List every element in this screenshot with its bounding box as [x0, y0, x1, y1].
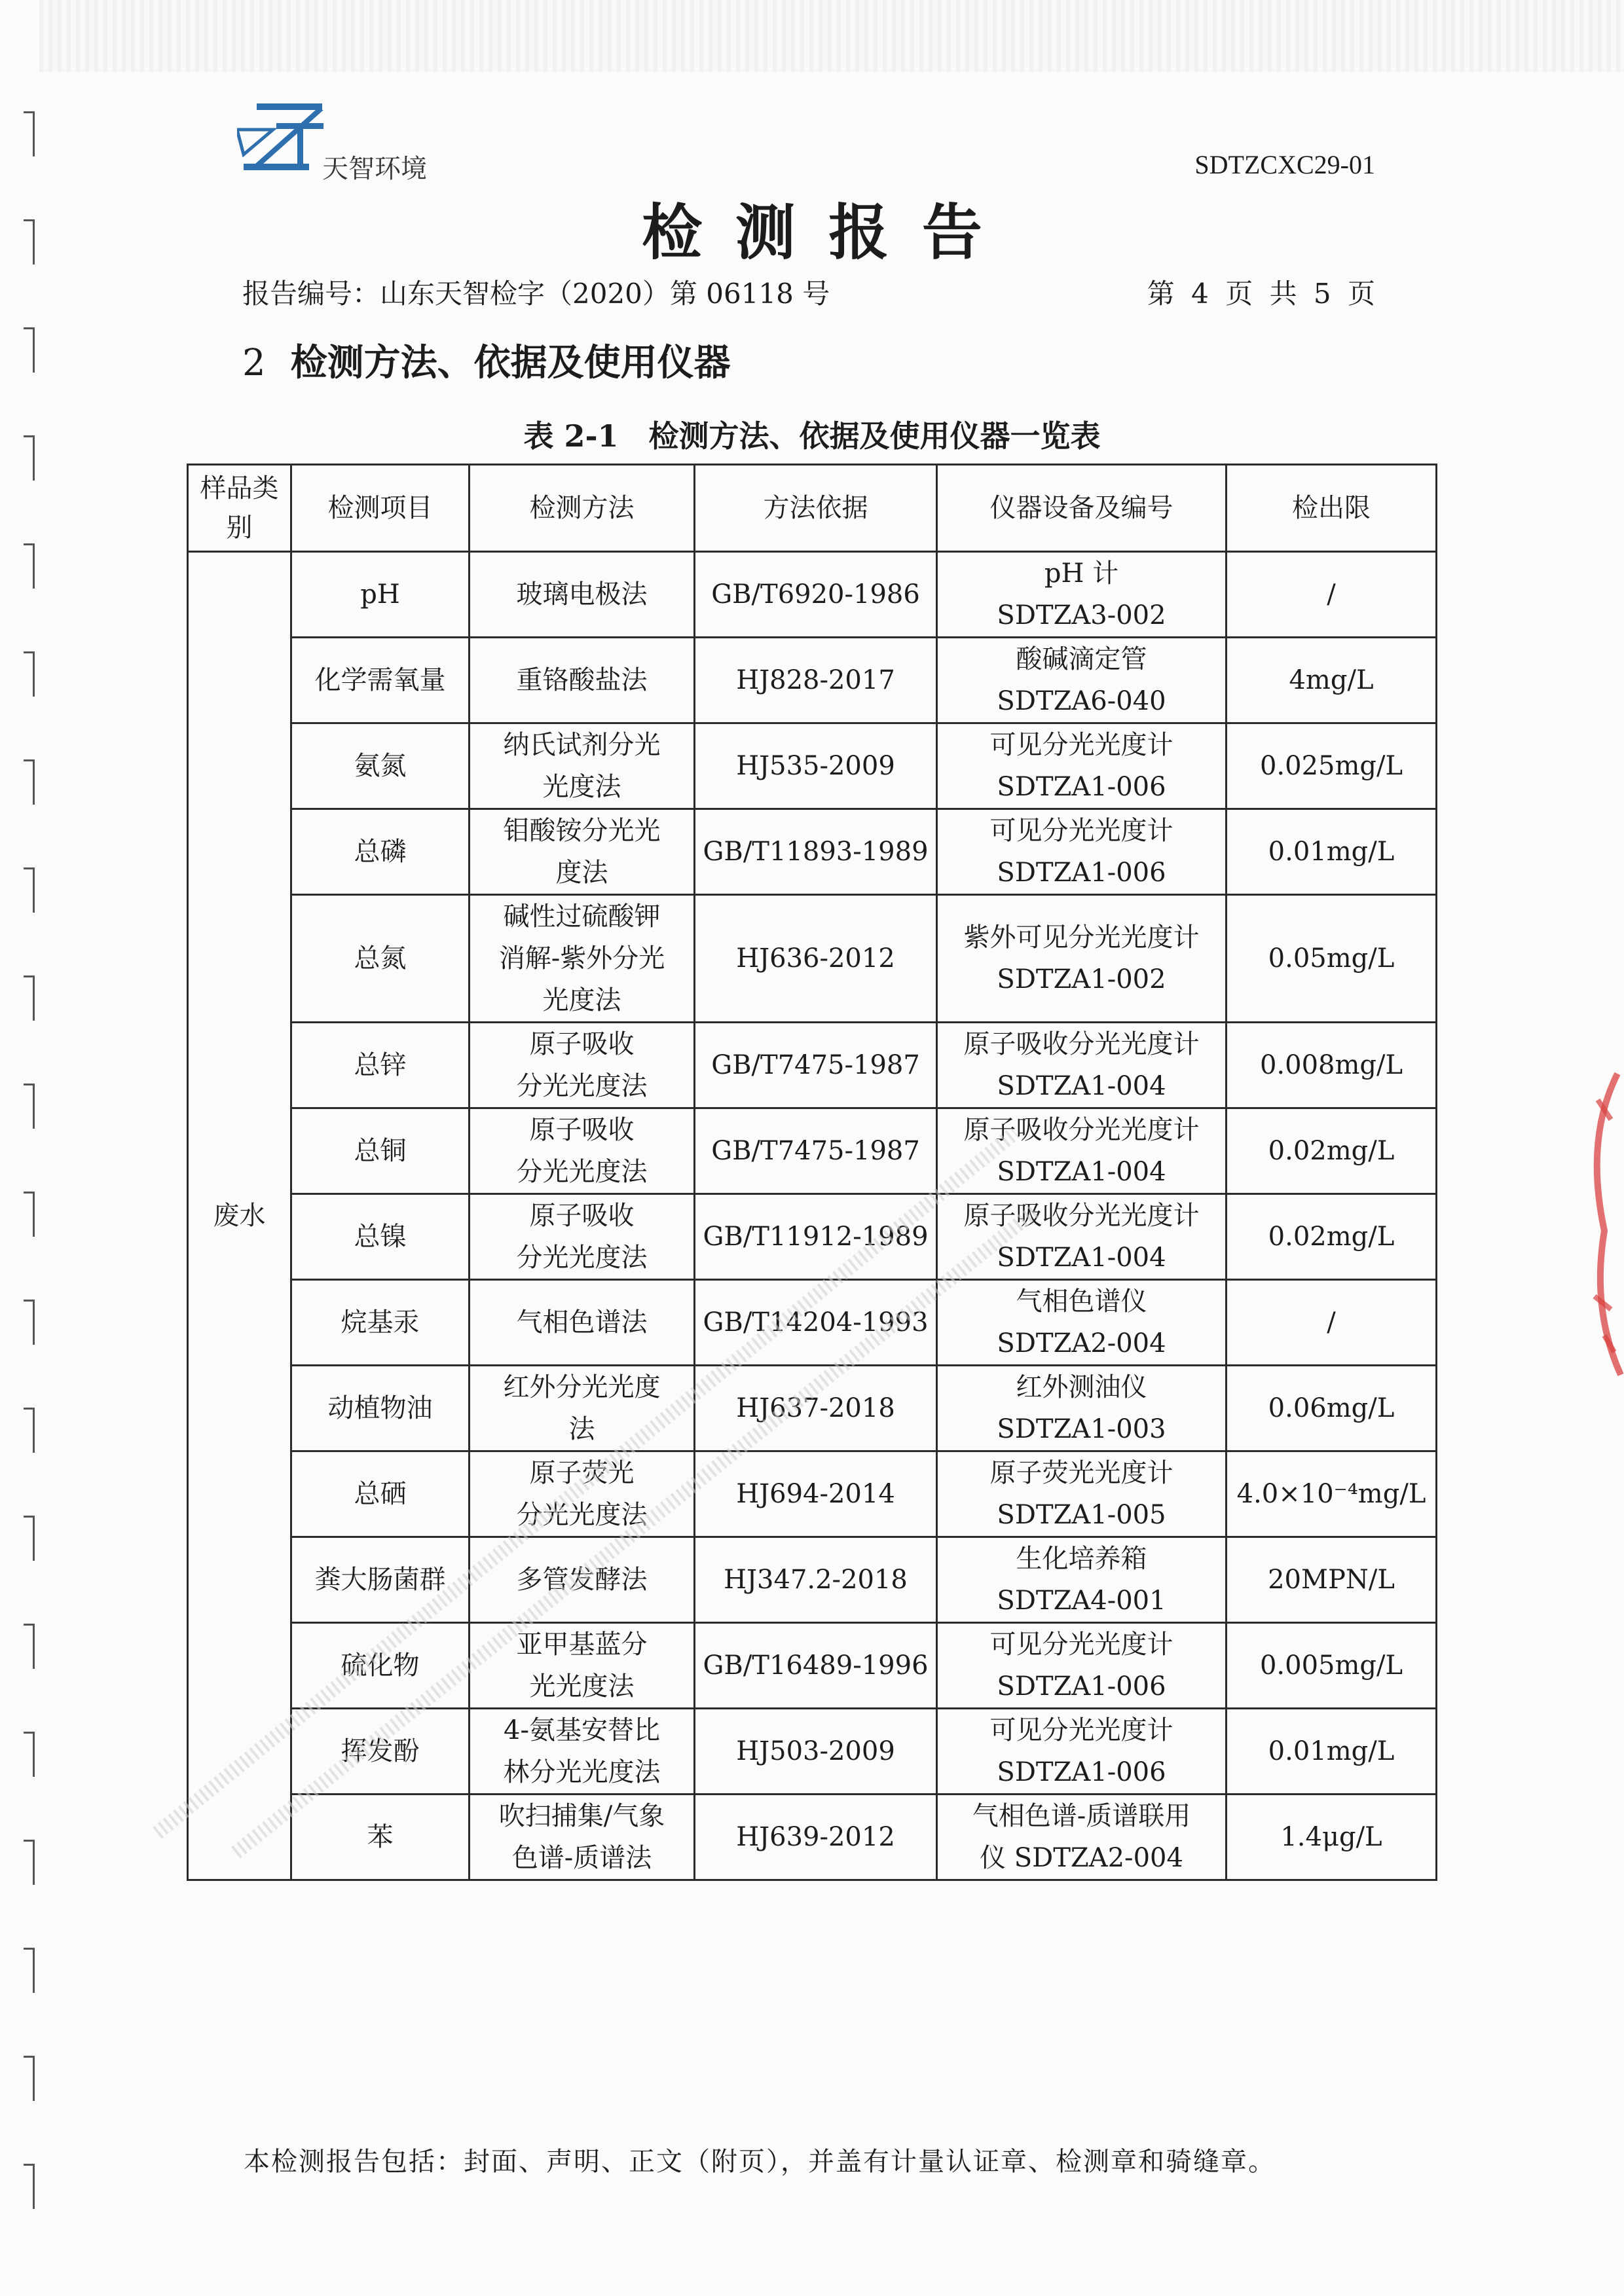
table-row — [188, 552, 1437, 638]
header-category: 样品类别 — [188, 465, 291, 552]
cell-standard: HJ636-2012 — [695, 895, 937, 1023]
table-row — [188, 1280, 1437, 1366]
cell-standard: HJ639-2012 — [695, 1795, 937, 1880]
cell-instrument: 可见分光光度计 SDTZA1-006 — [937, 1623, 1227, 1709]
scan-artifact — [39, 0, 1624, 72]
table-row — [188, 1194, 1437, 1280]
cell-limit: 1.4μg/L — [1227, 1795, 1437, 1880]
table-caption: 表 2-1 检测方法、依据及使用仪器一览表 — [523, 418, 1101, 454]
cell-item: 粪大肠菌群 — [291, 1537, 470, 1623]
table-header-row — [188, 465, 1437, 552]
cell-item: pH — [291, 552, 470, 638]
cell-method: 红外分光光度 法 — [470, 1366, 695, 1451]
cell-limit: 4.0×10⁻⁴mg/L — [1227, 1451, 1437, 1537]
cell-method: 多管发酵法 — [470, 1537, 695, 1623]
cell-limit: / — [1227, 552, 1437, 638]
cell-item: 硫化物 — [291, 1623, 470, 1709]
cell-standard: GB/T16489-1996 — [695, 1623, 937, 1709]
cell-limit: 20MPN/L — [1227, 1537, 1437, 1623]
cell-item: 总磷 — [291, 809, 470, 895]
table-row — [188, 723, 1437, 809]
cell-method: 原子吸收 分光光度法 — [470, 1108, 695, 1194]
cell-standard: HJ828-2017 — [695, 638, 937, 723]
cell-instrument: 气相色谱仪 SDTZA2-004 — [937, 1280, 1227, 1366]
cell-instrument: 原子吸收分光光度计 SDTZA1-004 — [937, 1023, 1227, 1108]
section-number: 2 — [242, 342, 266, 384]
red-seal-fragment — [1559, 1061, 1624, 1388]
cell-standard: GB/T6920-1986 — [695, 552, 937, 638]
cell-method: 原子吸收 分光光度法 — [470, 1194, 695, 1280]
cell-method: 4-氨基安替比 林分光光度法 — [470, 1709, 695, 1795]
tz-logo-icon — [237, 98, 329, 177]
cell-item: 总铜 — [291, 1108, 470, 1194]
cell-standard: GB/T11893-1989 — [695, 809, 937, 895]
cell-instrument: 原子吸收分光光度计 SDTZA1-004 — [937, 1108, 1227, 1194]
cell-method: 原子吸收 分光光度法 — [470, 1023, 695, 1108]
cell-category: 废水 — [188, 552, 291, 1880]
page-info: 第 4 页 共 5 页 — [1147, 278, 1375, 310]
cell-instrument: pH 计 SDTZA3-002 — [937, 552, 1227, 638]
cell-standard: GB/T7475-1987 — [695, 1023, 937, 1108]
cell-limit: 0.02mg/L — [1227, 1108, 1437, 1194]
table-row — [188, 1795, 1437, 1880]
header-item: 检测项目 — [291, 465, 470, 552]
header-method: 检测方法 — [470, 465, 695, 552]
cell-limit: / — [1227, 1280, 1437, 1366]
section-title: 检测方法、依据及使用仪器 — [290, 341, 731, 384]
cell-standard: GB/T14204-1993 — [695, 1280, 937, 1366]
cell-method: 碱性过硫酸钾 消解-紫外分光 光度法 — [470, 895, 695, 1023]
table-row — [188, 1023, 1437, 1108]
table-row — [188, 1451, 1437, 1537]
cell-standard: HJ347.2-2018 — [695, 1537, 937, 1623]
cell-item: 烷基汞 — [291, 1280, 470, 1366]
table-row — [188, 809, 1437, 895]
cell-method: 钼酸铵分光光 度法 — [470, 809, 695, 895]
document-code: SDTZCXC29-01 — [1194, 150, 1375, 179]
footer-note: 本检测报告包括：封面、声明、正文（附页），并盖有计量认证章、检测章和骑缝章。 — [244, 2147, 1276, 2177]
cell-standard: HJ637-2018 — [695, 1366, 937, 1451]
header-limit: 检出限 — [1227, 465, 1437, 552]
cell-item: 氨氮 — [291, 723, 470, 809]
table-row — [188, 1108, 1437, 1194]
cell-item: 挥发酚 — [291, 1709, 470, 1795]
table-row — [188, 1366, 1437, 1451]
table-row — [188, 1537, 1437, 1623]
cell-standard: HJ535-2009 — [695, 723, 937, 809]
table-row — [188, 1623, 1437, 1709]
cell-instrument: 红外测油仪 SDTZA1-003 — [937, 1366, 1227, 1451]
cell-instrument: 原子荧光光度计 SDTZA1-005 — [937, 1451, 1227, 1537]
cell-item: 总硒 — [291, 1451, 470, 1537]
cell-item: 化学需氧量 — [291, 638, 470, 723]
cell-method: 吹扫捕集/气象 色谱-质谱法 — [470, 1795, 695, 1880]
header-instrument: 仪器设备及编号 — [937, 465, 1227, 552]
cell-instrument: 原子吸收分光光度计 SDTZA1-004 — [937, 1194, 1227, 1280]
cell-standard: GB/T7475-1987 — [695, 1108, 937, 1194]
table-row — [188, 895, 1437, 1023]
cell-item: 总镍 — [291, 1194, 470, 1280]
cell-method: 原子荧光 分光光度法 — [470, 1451, 695, 1537]
cell-limit: 0.06mg/L — [1227, 1366, 1437, 1451]
page-title: 检测报告 — [642, 197, 1016, 268]
cell-limit: 0.02mg/L — [1227, 1194, 1437, 1280]
report-number: 报告编号：山东天智检字（2020）第 06118 号 — [242, 278, 830, 310]
cell-limit: 0.008mg/L — [1227, 1023, 1437, 1108]
cell-limit: 0.01mg/L — [1227, 809, 1437, 895]
header-standard: 方法依据 — [695, 465, 937, 552]
cell-item: 总锌 — [291, 1023, 470, 1108]
cell-standard: HJ694-2014 — [695, 1451, 937, 1537]
section-heading — [242, 334, 731, 386]
cell-method: 亚甲基蓝分 光光度法 — [470, 1623, 695, 1709]
cell-instrument: 生化培养箱 SDTZA4-001 — [937, 1537, 1227, 1623]
cell-item: 总氮 — [291, 895, 470, 1023]
cell-method: 纳氏试剂分光 光度法 — [470, 723, 695, 809]
company-name: 天智环境 — [322, 154, 427, 184]
cell-instrument: 气相色谱-质谱联用 仪 SDTZA2-004 — [937, 1795, 1227, 1880]
cell-limit: 4mg/L — [1227, 638, 1437, 723]
cell-limit: 0.05mg/L — [1227, 895, 1437, 1023]
table-row — [188, 638, 1437, 723]
cell-instrument: 酸碱滴定管 SDTZA6-040 — [937, 638, 1227, 723]
table-row — [188, 1709, 1437, 1795]
cell-limit: 0.01mg/L — [1227, 1709, 1437, 1795]
cell-limit: 0.025mg/L — [1227, 723, 1437, 809]
cell-method: 玻璃电极法 — [470, 552, 695, 638]
cell-method: 重铬酸盐法 — [470, 638, 695, 723]
cell-instrument: 可见分光光度计 SDTZA1-006 — [937, 1709, 1227, 1795]
cell-standard: HJ503-2009 — [695, 1709, 937, 1795]
cell-instrument: 可见分光光度计 SDTZA1-006 — [937, 723, 1227, 809]
cell-method: 气相色谱法 — [470, 1280, 695, 1366]
methods-table — [187, 464, 1437, 1881]
cell-item: 苯 — [291, 1795, 470, 1880]
cell-standard: GB/T11912-1989 — [695, 1194, 937, 1280]
cell-instrument: 可见分光光度计 SDTZA1-006 — [937, 809, 1227, 895]
cell-limit: 0.005mg/L — [1227, 1623, 1437, 1709]
cell-instrument: 紫外可见分光光度计 SDTZA1-002 — [937, 895, 1227, 1023]
cell-item: 动植物油 — [291, 1366, 470, 1451]
